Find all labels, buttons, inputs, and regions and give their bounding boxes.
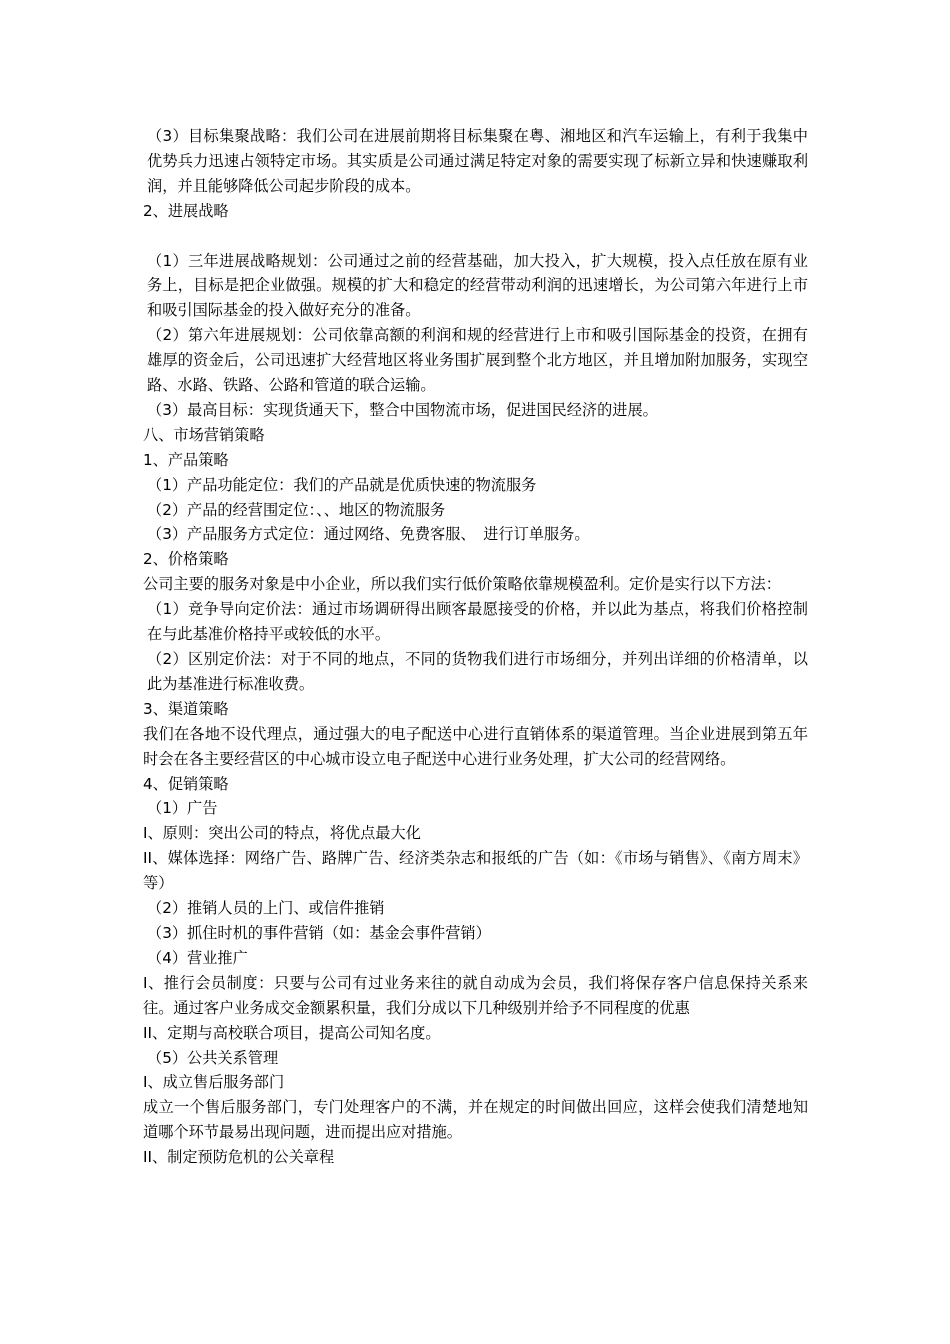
paragraph-competitive-pricing: （1）竞争导向定价法：通过市场调研得出顾客最愿接受的价格，并以此为基点，将我们价格控制在与此基准价格持平或较低的水平。 <box>147 600 808 644</box>
paragraph-university-projects: II、定期与高校联合项目，提高公司知名度。 <box>143 1023 441 1042</box>
heading-product-strategy: 1、产品策略 <box>143 450 229 469</box>
paragraph-product-scope: （2）产品的经营围定位：、、地区的物流服务 <box>147 500 446 519</box>
paragraph-crisis-charter: II、制定预防危机的公关章程 <box>143 1148 335 1167</box>
paragraph-differential-pricing: （2）区别定价法：对于不同的地点，不同的货物我们进行市场细分，并列出详细的价格清单，以此为基准进行标准收费。 <box>147 650 808 693</box>
paragraph-membership: I、推行会员制度：只要与公司有过业务来往的就自动成为会员，我们将保存客户信息保持关系来往。通过客户业务成交金额累积量，我们分成以下几种级别并给予不同程度的优惠 <box>143 973 808 1017</box>
heading-price-strategy: 2、价格策略 <box>143 550 229 569</box>
paragraph-product-service-mode: （3）产品服务方式定位：通过网络、免费客服、 进行订单服务。 <box>147 525 590 544</box>
paragraph-ad-principle: I、原则：突出公司的特点，将优点最大化 <box>143 824 421 843</box>
paragraph-price-intro: 公司主要的服务对象是中小企业，所以我们实行低价策略依靠规模盈利。定价是实行以下方法： <box>143 575 781 594</box>
heading-marketing-strategy: 八、市场营销策略 <box>143 425 265 444</box>
heading-development-strategy: 2、进展战略 <box>143 201 229 220</box>
paragraph-public-relations: （5）公共关系管理 <box>147 1048 279 1067</box>
heading-channel-strategy: 3、渠道策略 <box>143 699 229 718</box>
paragraph-product-function: （1）产品功能定位：我们的产品就是优质快速的物流服务 <box>147 475 537 494</box>
paragraph-ultimate-goal: （3）最高目标：实现货通天下，整合中国物流市场，促进国民经济的进展。 <box>147 400 658 419</box>
paragraph-media-selection: II、媒体选择：网络广告、路牌广告、经济类杂志和报纸的广告（如：《市场与销售》、《南方周末》等） <box>143 849 808 893</box>
paragraph-sales-promotion: （4）营业推广 <box>147 948 248 967</box>
paragraph-after-sales-detail: 成立一个售后服务部门，专门处理客户的不满，并在规定的时间做出回应，这样会使我们清楚地知道哪个环节最易出现问题，进而提出应对措施。 <box>143 1098 808 1142</box>
paragraph-advertising: （1）广告 <box>147 799 218 818</box>
heading-promotion-strategy: 4、促销策略 <box>143 774 229 793</box>
paragraph-personal-selling: （2）推销人员的上门、或信件推销 <box>147 899 385 918</box>
paragraph-target-focus-strategy: （3）目标集聚战略：我们公司在进展前期将目标集聚在粤、湘地区和汽车运输上，有利于我集中优势兵力迅速占领特定市场。其实质是公司通过满足特定对象的需要实现了标新立异和快速赚取利润，并且能够降低公司起步阶段的成本。 <box>147 127 808 195</box>
document-body <box>143 124 808 1170</box>
paragraph-sixth-year-plan: （2）第六年进展规划：公司依靠高额的利润和规的经营进行上市和吸引国际基金的投资，在拥有雄厚的资金后，公司迅速扩大经营地区将业务围扩展到整个北方地区，并且增加附加服务，实现空路、水路、铁路、公路和管道的联合运输。 <box>147 326 808 395</box>
paragraph-after-sales-dept: I、成立售后服务部门 <box>143 1073 285 1092</box>
paragraph-three-year-plan: （1）三年进展战略规划：公司通过之前的经营基础，加大投入，扩大规模，投入点任放在原有业务上，目标是把企业做强。规模的扩大和稳定的经营带动利润的迅速增长，为公司第六年进行上市和吸引国际基金的投入做好充分的准备。 <box>147 251 808 320</box>
paragraph-channel: 我们在各地不设代理点，通过强大的电子配送中心进行直销体系的渠道管理。当企业进展到第五年时会在各主要经营区的中心城市设立电子配送中心进行业务处理，扩大公司的经营网络。 <box>143 724 808 768</box>
paragraph-event-marketing: （3）抓住时机的事件营销（如：基金会事件营销） <box>147 923 491 942</box>
blank-line <box>143 224 808 249</box>
